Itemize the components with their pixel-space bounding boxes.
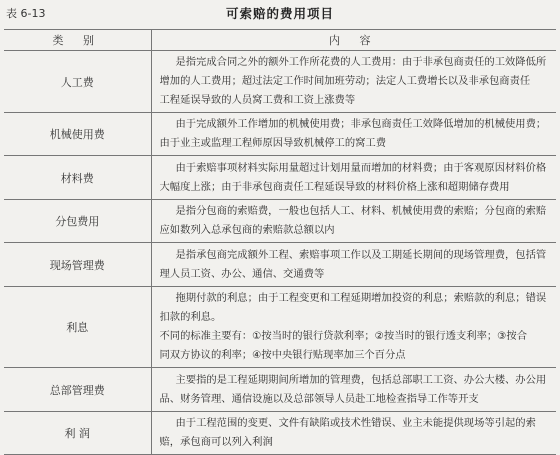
table-row (4, 412, 556, 455)
table-body (4, 51, 556, 455)
content-line: 品、财务管理、通信设施以及总部领导人员赴工地检查指导工作等开支 (159, 392, 479, 405)
row-content (151, 113, 556, 156)
table-header-row (4, 30, 556, 51)
table-header (0, 0, 560, 26)
table-row (4, 243, 556, 287)
row-category: 分包费用 (4, 200, 151, 243)
table-row (4, 200, 556, 243)
content-line: 是指承包商完成额外工程、索赔事项工作以及工期延长期间的现场管理费，包括管 (175, 248, 547, 261)
table-row (4, 51, 556, 113)
row-content (151, 51, 556, 113)
row-category: 材料费 (4, 156, 151, 200)
table-row (4, 368, 556, 412)
row-content (151, 156, 556, 200)
content-line: 大幅度上涨；由于非承包商责任工程延误导致的材料价格上涨和超期储存费用 (159, 180, 510, 193)
row-content (151, 412, 556, 455)
content-line: 工程延误导致的人员窝工费和工资上涨费等 (159, 94, 356, 106)
content-line: 由于索赔事项材料实际用量超过计划用量而增加的材料费；由于客观原因材料价格 (175, 161, 547, 174)
content-column-header: 内 容 (151, 30, 556, 51)
row-category: 机械使用费 (4, 113, 151, 156)
content-line: 不同的标准主要有：①按当时的银行贷款利率；②按当时的银行透支利率；③按合 (159, 330, 527, 342)
content-line: 赔，承包商可以列入利润 (159, 436, 273, 448)
table-number: 表 6-13 (6, 7, 46, 20)
row-content (151, 287, 556, 368)
content-line: 由于工程范围的变更、文件有缺陷或技术性错误、业主未能提供现场等引起的索 (175, 417, 536, 429)
row-content (151, 368, 556, 412)
row-content (151, 200, 556, 243)
category-column-header: 类 别 (4, 30, 151, 51)
content-line: 理人员工资、办公、通信、交通费等 (159, 267, 325, 280)
content-line: 同双方协议的利率；④按中央银行贴现率加三个百分点 (159, 349, 406, 361)
row-category: 总部管理费 (4, 368, 151, 412)
content-line: 主要指的是工程延期期间所增加的管理费，包括总部职工工资、办公大楼、办公用 (175, 373, 547, 386)
row-category: 人工费 (4, 51, 151, 113)
content-line: 扣款的利息。 (159, 311, 222, 323)
content-line: 是指完成合同之外的额外工作所花费的人工费用：由于非承包商责任的工效降低所 (175, 56, 547, 68)
table-row (4, 113, 556, 156)
content-line: 拖期付款的利息；由于工程变更和工程延期增加投资的利息；索赔款的利息；错误 (175, 292, 547, 304)
content-line: 是指分包商的索赔费，一般也包括人工、材料、机械使用费的索赔；分包商的索赔 (175, 205, 547, 217)
row-category: 利 润 (4, 412, 151, 455)
table-title: 可索赔的费用项目 (225, 6, 334, 21)
content-line: 应如数列入总承包商的索赔款总额以内 (159, 224, 335, 236)
row-category: 利息 (4, 287, 151, 368)
row-content (151, 243, 556, 287)
content-line: 由于业主或监理工程师原因导致机械停工的窝工费 (159, 137, 387, 149)
content-line: 由于完成额外工作增加的机械使用费；非承包商责任工效降低增加的机械使用费； (175, 118, 547, 130)
table-row (4, 156, 556, 200)
row-category: 现场管理费 (4, 243, 151, 287)
table-row (4, 287, 556, 368)
content-line: 增加的人工费用；超过法定工作时间加班劳动；法定人工费增长以及非承包商责任 (159, 75, 531, 87)
claimable-costs-table (4, 29, 556, 455)
